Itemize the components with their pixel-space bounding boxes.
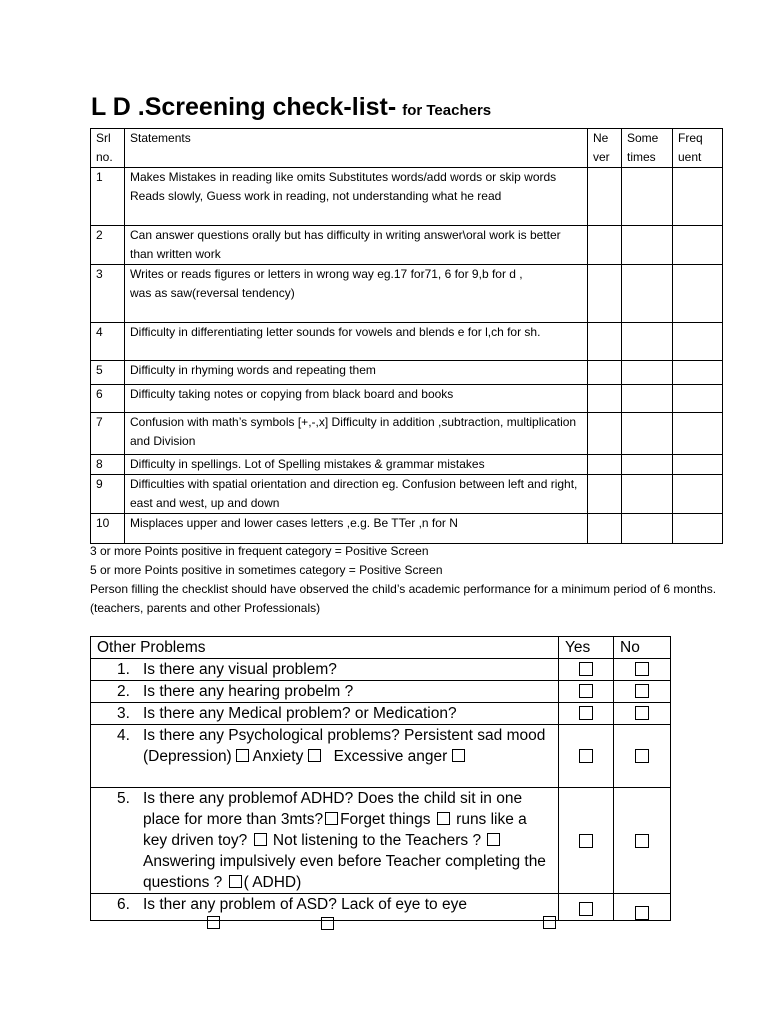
header-no: No	[614, 637, 671, 659]
row-number: 3	[91, 265, 125, 323]
table-row	[91, 413, 723, 455]
table-row	[91, 385, 723, 413]
row-number: 6	[91, 385, 125, 413]
yes-checkbox[interactable]	[579, 706, 593, 720]
sometimes-cell[interactable]	[622, 475, 673, 514]
note-sometimes: 5 or more Points positive in sometimes category = Positive Screen	[90, 563, 443, 577]
row-number: 2	[91, 226, 125, 265]
title-main: L D .Screening check-list-	[91, 93, 397, 121]
header-srl: Srl no.	[91, 129, 125, 168]
frequent-cell[interactable]	[673, 323, 723, 361]
question-number: 3.	[117, 705, 130, 722]
never-cell[interactable]	[588, 385, 622, 413]
asd-checkbox[interactable]	[207, 916, 220, 929]
question-text: Is there any problemof ADHD? Does the child sit in one place for more than 3mts?	[143, 790, 523, 828]
no-checkbox[interactable]	[635, 706, 649, 720]
frequent-cell[interactable]	[673, 265, 723, 323]
sometimes-cell[interactable]	[622, 323, 673, 361]
no-checkbox[interactable]	[635, 906, 649, 920]
sometimes-cell[interactable]	[622, 265, 673, 323]
screening-table	[90, 128, 723, 544]
question-text: Is there any hearing probelm ?	[143, 683, 354, 700]
table-row	[91, 475, 723, 514]
question-text: Is there any Psychological problems? Persistent sad mood (Depression)	[143, 727, 546, 765]
anxiety-label: Anxiety	[252, 748, 304, 765]
row-statement: Confusion with math’s symbols [+,-,x] Difficulty in addition ,subtraction, multiplication and Division	[125, 413, 588, 455]
table-row	[91, 455, 723, 475]
not-listening-label: Not listening to the Teachers ?	[272, 832, 482, 849]
never-cell[interactable]	[588, 323, 622, 361]
adhd-label: ( ADHD)	[243, 874, 302, 891]
frequent-cell[interactable]	[673, 226, 723, 265]
question-row	[91, 703, 671, 725]
anger-checkbox[interactable]	[452, 749, 465, 762]
row-statement: Difficulty in spellings. Lot of Spelling mistakes & grammar mistakes	[125, 455, 588, 475]
frequent-cell[interactable]	[673, 514, 723, 544]
scoring-notes	[90, 542, 730, 618]
question-row	[91, 788, 671, 894]
anxiety-checkbox[interactable]	[308, 749, 321, 762]
not-listening-checkbox[interactable]	[487, 833, 500, 846]
yes-checkbox[interactable]	[579, 684, 593, 698]
header-frequent: Freq uent	[673, 129, 723, 168]
row-number: 4	[91, 323, 125, 361]
row-statement: Can answer questions orally but has difficulty in writing answer\oral work is better than written work	[125, 226, 588, 265]
yes-checkbox[interactable]	[579, 834, 593, 848]
question-row	[91, 725, 671, 788]
frequent-cell[interactable]	[673, 455, 723, 475]
header-never: Ne ver	[588, 129, 622, 168]
depression-checkbox[interactable]	[236, 749, 249, 762]
page-title	[91, 93, 491, 122]
impulsive-checkbox[interactable]	[229, 875, 242, 888]
other-problems-table	[90, 636, 671, 921]
row-statement: Difficulty in rhyming words and repeating them	[125, 361, 588, 385]
other-problems-heading: Other Problems	[91, 637, 559, 659]
row-statement: Difficulties with spatial orientation and direction eg. Confusion between left and right, east and west, up and down	[125, 475, 588, 514]
key-driven-checkbox[interactable]	[254, 833, 267, 846]
table-row	[91, 265, 723, 323]
row-number: 7	[91, 413, 125, 455]
row-statement: Difficulty in differentiating letter sounds for vowels and blends e for l,ch for sh.	[125, 323, 588, 361]
never-cell[interactable]	[588, 413, 622, 455]
forget-label: Forget things	[340, 811, 431, 828]
question-text: Is there any visual problem?	[143, 661, 337, 678]
frequent-cell[interactable]	[673, 413, 723, 455]
sometimes-cell[interactable]	[622, 361, 673, 385]
asd-checkbox[interactable]	[321, 917, 334, 930]
yes-checkbox[interactable]	[579, 902, 593, 916]
question-row	[91, 894, 671, 921]
impulsive-label: Answering impulsively even before Teacher completing the questions ?	[143, 853, 546, 891]
no-checkbox[interactable]	[635, 749, 649, 763]
row-statement: Makes Mistakes in reading like omits Substitutes words/add words or skip words Reads slowly, Guess work in reading, not understanding what he read	[125, 168, 588, 226]
frequent-cell[interactable]	[673, 361, 723, 385]
no-checkbox[interactable]	[635, 684, 649, 698]
row-statement: Difficulty taking notes or copying from black board and books	[125, 385, 588, 413]
sometimes-cell[interactable]	[622, 226, 673, 265]
no-checkbox[interactable]	[635, 662, 649, 676]
sometimes-cell[interactable]	[622, 514, 673, 544]
row-number: 5	[91, 361, 125, 385]
table-row	[91, 514, 723, 544]
row-number: 8	[91, 455, 125, 475]
question-number: 4.	[117, 727, 130, 744]
row-number: 9	[91, 475, 125, 514]
table-row	[91, 361, 723, 385]
note-frequent: 3 or more Points positive in frequent category = Positive Screen	[90, 544, 429, 558]
frequent-cell[interactable]	[673, 385, 723, 413]
sometimes-cell[interactable]	[622, 385, 673, 413]
sometimes-cell[interactable]	[622, 413, 673, 455]
never-cell[interactable]	[588, 226, 622, 265]
header-statements: Statements	[125, 129, 588, 168]
never-cell[interactable]	[588, 475, 622, 514]
anger-label: Excessive anger	[333, 748, 448, 765]
question-row	[91, 659, 671, 681]
row-number: 10	[91, 514, 125, 544]
never-cell[interactable]	[588, 168, 622, 226]
asd-checkbox[interactable]	[543, 916, 556, 929]
never-cell[interactable]	[588, 361, 622, 385]
never-cell[interactable]	[588, 514, 622, 544]
question-number: 1.	[117, 661, 130, 678]
table-row	[91, 323, 723, 361]
row-number: 1	[91, 168, 125, 226]
question-number: 2.	[117, 683, 130, 700]
row-statement: Writes or reads figures or letters in wrong way eg.17 for71, 6 for 9,b for d , was as saw(reversal tendency)	[125, 265, 588, 323]
table-row	[91, 226, 723, 265]
header-yes: Yes	[559, 637, 614, 659]
title-sub: for Teachers	[402, 102, 492, 119]
question-text: Is ther any problem of ASD? Lack of eye to eye	[143, 896, 467, 913]
question-row	[91, 681, 671, 703]
key-driven-label: runs like a key driven toy?	[143, 811, 527, 849]
yes-checkbox[interactable]	[579, 749, 593, 763]
note-observer: Person filling the checklist should have observed the child’s academic performance for a minimum period of 6 months.(teachers, parents and other Professionals)	[90, 582, 717, 615]
forget-checkbox[interactable]	[437, 812, 450, 825]
sometimes-cell[interactable]	[622, 168, 673, 226]
never-cell[interactable]	[588, 455, 622, 475]
frequent-cell[interactable]	[673, 475, 723, 514]
question-text: Is there any Medical problem? or Medication?	[143, 705, 457, 722]
question-number: 5.	[117, 790, 130, 807]
never-cell[interactable]	[588, 265, 622, 323]
frequent-cell[interactable]	[673, 168, 723, 226]
row-statement: Misplaces upper and lower cases letters ,e.g. Be TTer ,n for N	[125, 514, 588, 544]
sometimes-cell[interactable]	[622, 455, 673, 475]
question-number: 6.	[117, 896, 130, 913]
header-sometimes: Some times	[622, 129, 673, 168]
no-checkbox[interactable]	[635, 834, 649, 848]
table-row	[91, 168, 723, 226]
sit-checkbox[interactable]	[325, 812, 338, 825]
yes-checkbox[interactable]	[579, 662, 593, 676]
